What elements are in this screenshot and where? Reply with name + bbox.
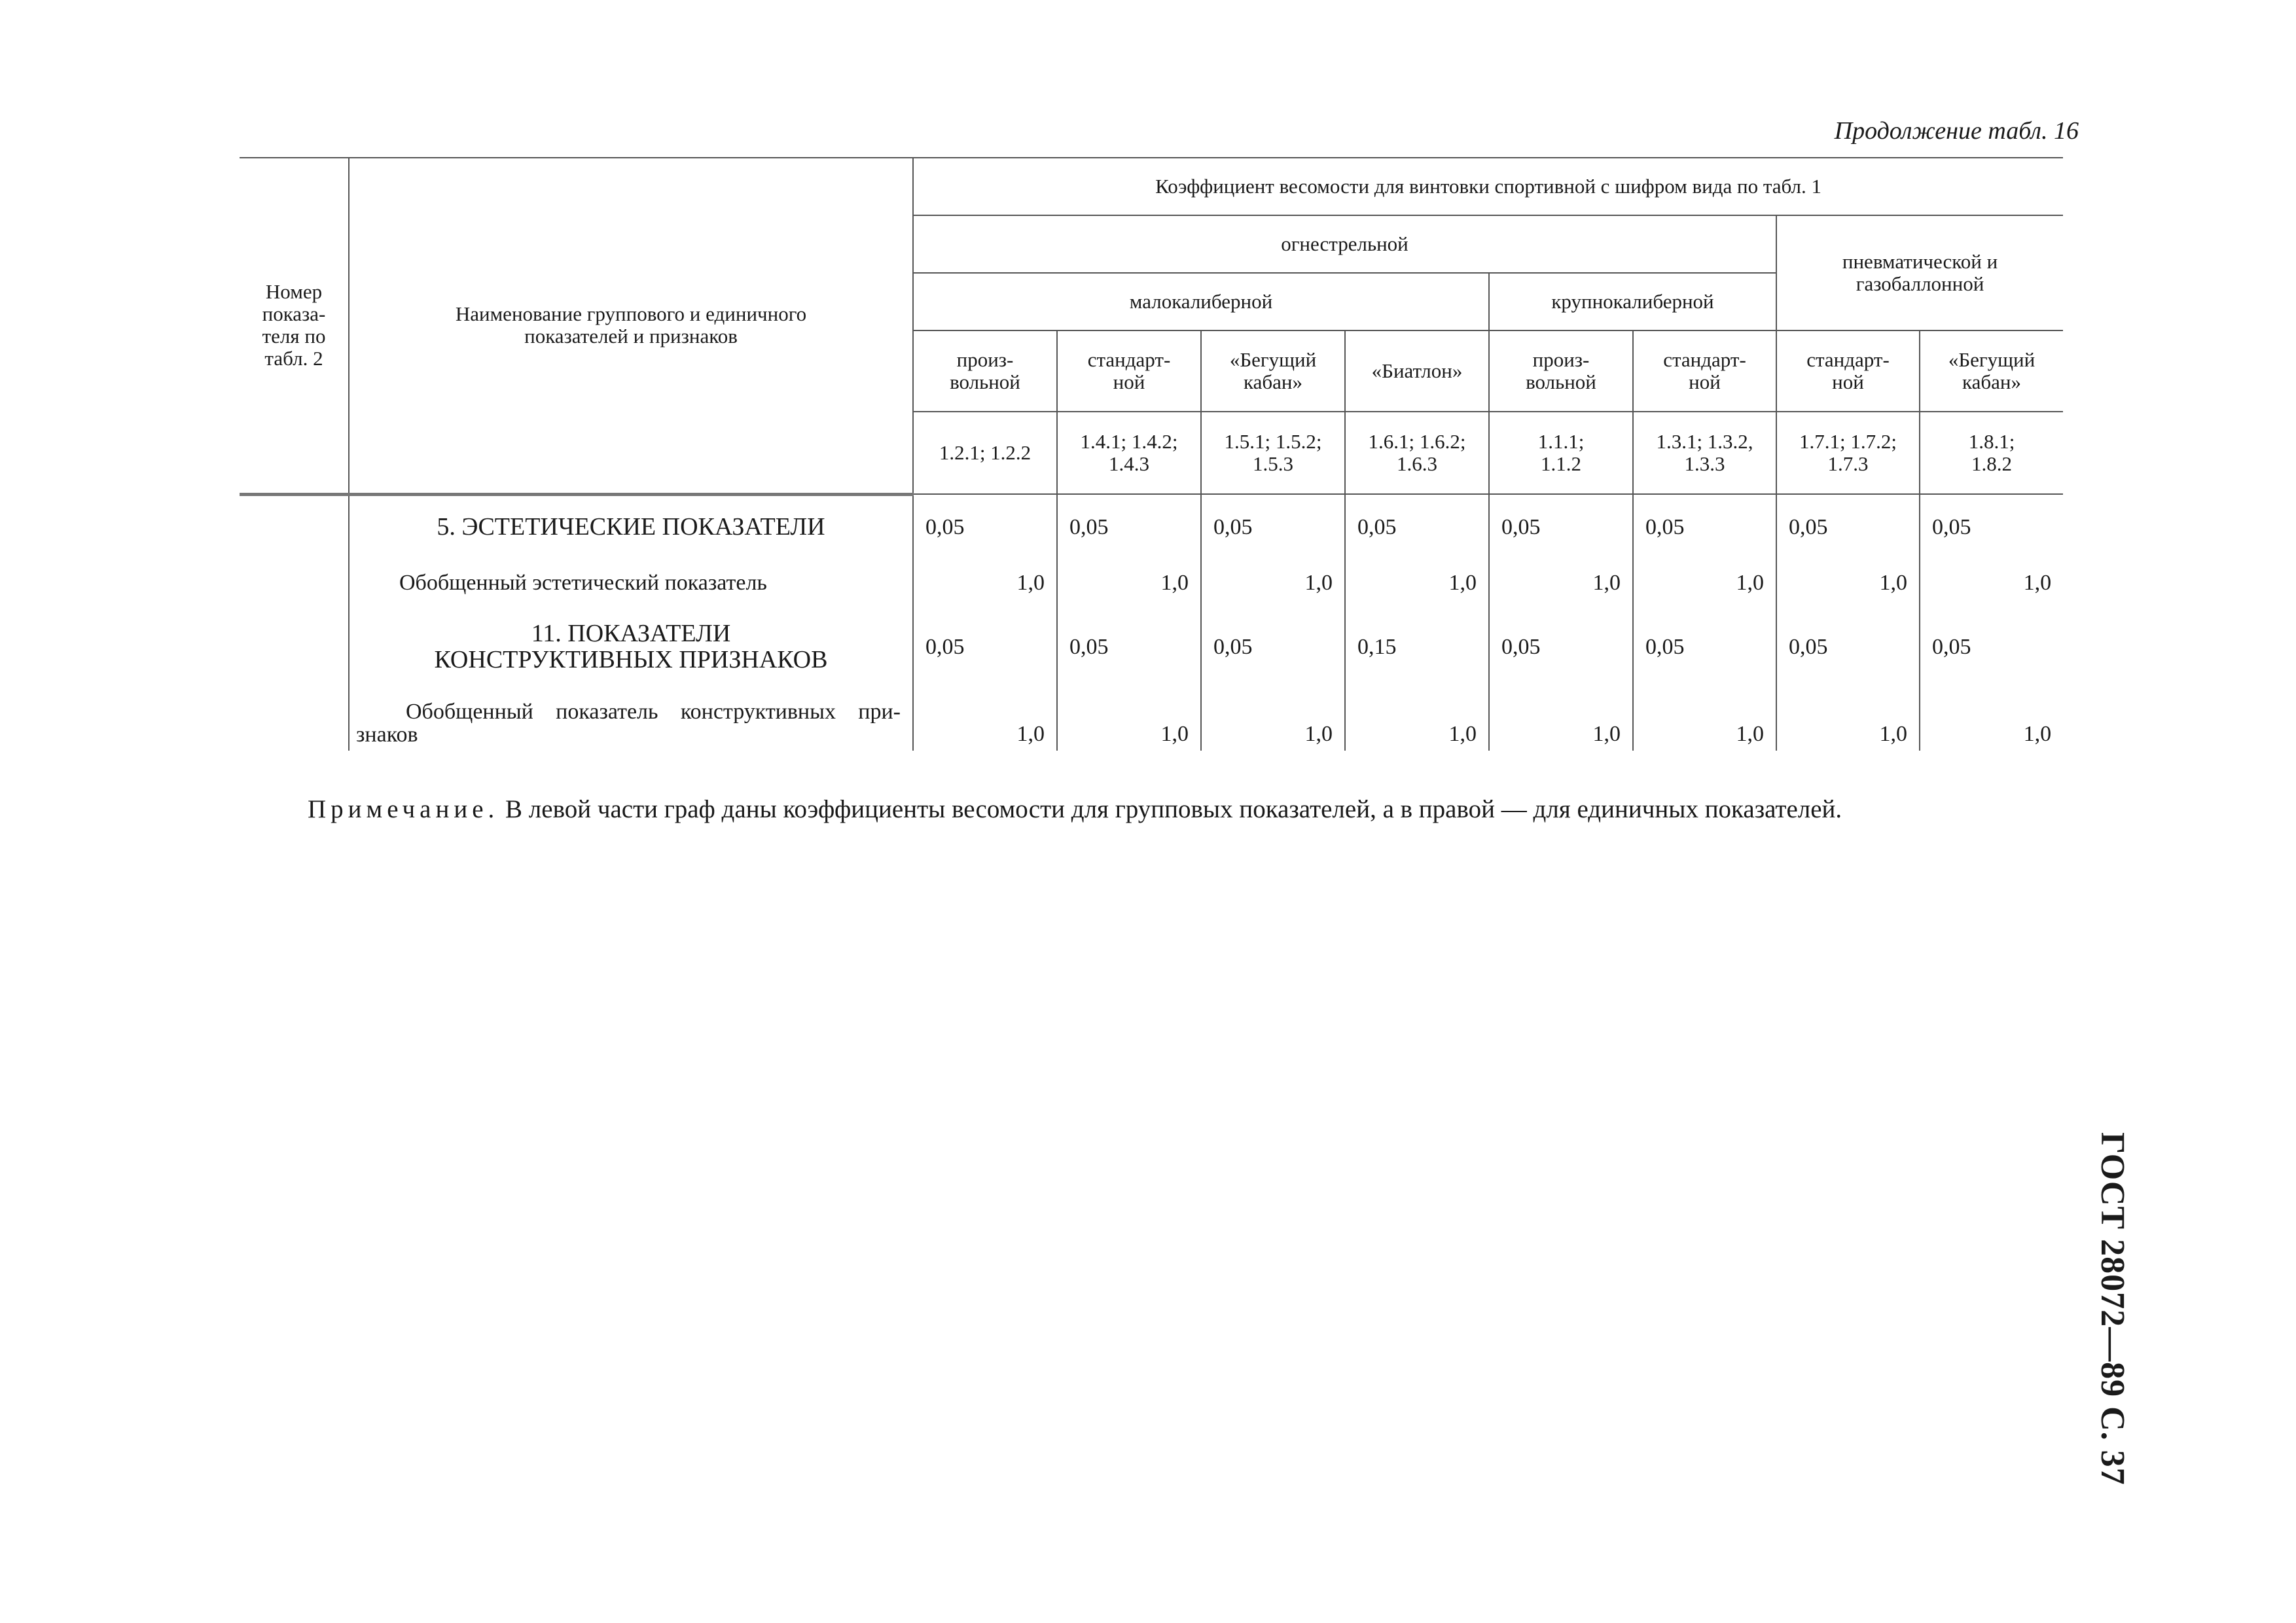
header-name: Наименование группового и единичного показателей и признаков bbox=[349, 158, 913, 494]
row-value: 1,0 bbox=[1057, 560, 1201, 607]
row-value: 1,0 bbox=[1920, 560, 2063, 607]
note-label: Примечание. bbox=[308, 795, 499, 823]
continuation-label: Продолжение табл. 16 bbox=[1834, 117, 2079, 145]
row-value: 1,0 bbox=[1776, 688, 1920, 751]
row-value: 1,0 bbox=[913, 688, 1057, 751]
row-value: 0,05 bbox=[1920, 607, 2063, 688]
row-value: 0,05 bbox=[1201, 607, 1345, 688]
row-value: 1,0 bbox=[1201, 688, 1345, 751]
table-body bbox=[240, 494, 2063, 751]
row-value: 0,05 bbox=[1057, 607, 1201, 688]
row-value: 1,0 bbox=[1776, 560, 1920, 607]
table-header bbox=[240, 158, 2063, 494]
row-number bbox=[240, 607, 349, 688]
header-pneumatic: пневматической и газобаллонной bbox=[1776, 215, 2063, 330]
header-subtype: произ-вольной bbox=[1489, 330, 1633, 412]
row-value: 0,15 bbox=[1345, 607, 1489, 688]
header-subtype: стандарт-ной bbox=[1057, 330, 1201, 412]
header-subtype: стандарт-ной bbox=[1776, 330, 1920, 412]
header-code: 1.1.1; 1.1.2 bbox=[1489, 412, 1633, 494]
row-number bbox=[240, 494, 349, 560]
header-subtype: «Биатлон» bbox=[1345, 330, 1489, 412]
header-subtype: «Бегущий кабан» bbox=[1920, 330, 2063, 412]
header-code: 1.4.1; 1.4.2; 1.4.3 bbox=[1057, 412, 1201, 494]
header-subtype: «Бегущий кабан» bbox=[1201, 330, 1345, 412]
row-name: Обобщенный показатель конструктивных при-знаков bbox=[349, 688, 913, 751]
table-row bbox=[240, 560, 2063, 607]
row-value: 0,05 bbox=[1489, 494, 1633, 560]
row-value: 1,0 bbox=[1633, 688, 1776, 751]
table-row bbox=[240, 688, 2063, 751]
table-row bbox=[240, 607, 2063, 688]
row-value: 1,0 bbox=[1489, 688, 1633, 751]
header-code: 1.2.1; 1.2.2 bbox=[913, 412, 1057, 494]
header-small-caliber: малокалиберной bbox=[913, 273, 1489, 330]
row-name: 11. ПОКАЗАТЕЛИ КОНСТРУКТИВНЫХ ПРИЗНАКОВ bbox=[349, 607, 913, 688]
note-text: В левой части граф даны коэффициенты весомости для групповых показателей, а в правой — для единичных показателей. bbox=[505, 795, 1842, 823]
row-value: 0,05 bbox=[1776, 607, 1920, 688]
row-value: 0,05 bbox=[1201, 494, 1345, 560]
header-code: 1.3.1; 1.3.2, 1.3.3 bbox=[1633, 412, 1776, 494]
row-name: 5. ЭСТЕТИЧЕСКИЕ ПОКАЗАТЕЛИ bbox=[349, 494, 913, 560]
row-value: 0,05 bbox=[1633, 494, 1776, 560]
header-code: 1.8.1; 1.8.2 bbox=[1920, 412, 2063, 494]
table-note bbox=[308, 794, 1842, 824]
row-value: 0,05 bbox=[1345, 494, 1489, 560]
coefficient-table bbox=[240, 157, 2063, 751]
row-value: 0,05 bbox=[1489, 607, 1633, 688]
header-code: 1.7.1; 1.7.2; 1.7.3 bbox=[1776, 412, 1920, 494]
header-large-caliber: крупнокалиберной bbox=[1489, 273, 1776, 330]
document-designation: ГОСТ 28072—89 С. 37 bbox=[2094, 1132, 2131, 1486]
header-number: Номер показа-теля по табл. 2 bbox=[240, 158, 349, 494]
row-number bbox=[240, 688, 349, 751]
row-value: 1,0 bbox=[1201, 560, 1345, 607]
table-row bbox=[240, 494, 2063, 560]
header-firearm: огнестрельной bbox=[913, 215, 1776, 273]
row-value: 0,05 bbox=[913, 607, 1057, 688]
header-coefficient: Коэффициент весомости для винтовки спортивной с шифром вида по табл. 1 bbox=[913, 158, 2063, 215]
row-number bbox=[240, 560, 349, 607]
row-value: 1,0 bbox=[913, 560, 1057, 607]
header-code: 1.5.1; 1.5.2; 1.5.3 bbox=[1201, 412, 1345, 494]
row-value: 0,05 bbox=[1776, 494, 1920, 560]
row-value: 1,0 bbox=[1920, 688, 2063, 751]
header-subtype: стандарт-ной bbox=[1633, 330, 1776, 412]
row-value: 0,05 bbox=[913, 494, 1057, 560]
header-code: 1.6.1; 1.6.2; 1.6.3 bbox=[1345, 412, 1489, 494]
row-value: 0,05 bbox=[1633, 607, 1776, 688]
row-value: 0,05 bbox=[1057, 494, 1201, 560]
row-value: 1,0 bbox=[1057, 688, 1201, 751]
row-value: 1,0 bbox=[1345, 688, 1489, 751]
row-value: 1,0 bbox=[1633, 560, 1776, 607]
row-value: 1,0 bbox=[1489, 560, 1633, 607]
header-subtype: произ-вольной bbox=[913, 330, 1057, 412]
row-name: Обобщенный эстетический показатель bbox=[349, 560, 913, 607]
row-value: 1,0 bbox=[1345, 560, 1489, 607]
row-value: 0,05 bbox=[1920, 494, 2063, 560]
